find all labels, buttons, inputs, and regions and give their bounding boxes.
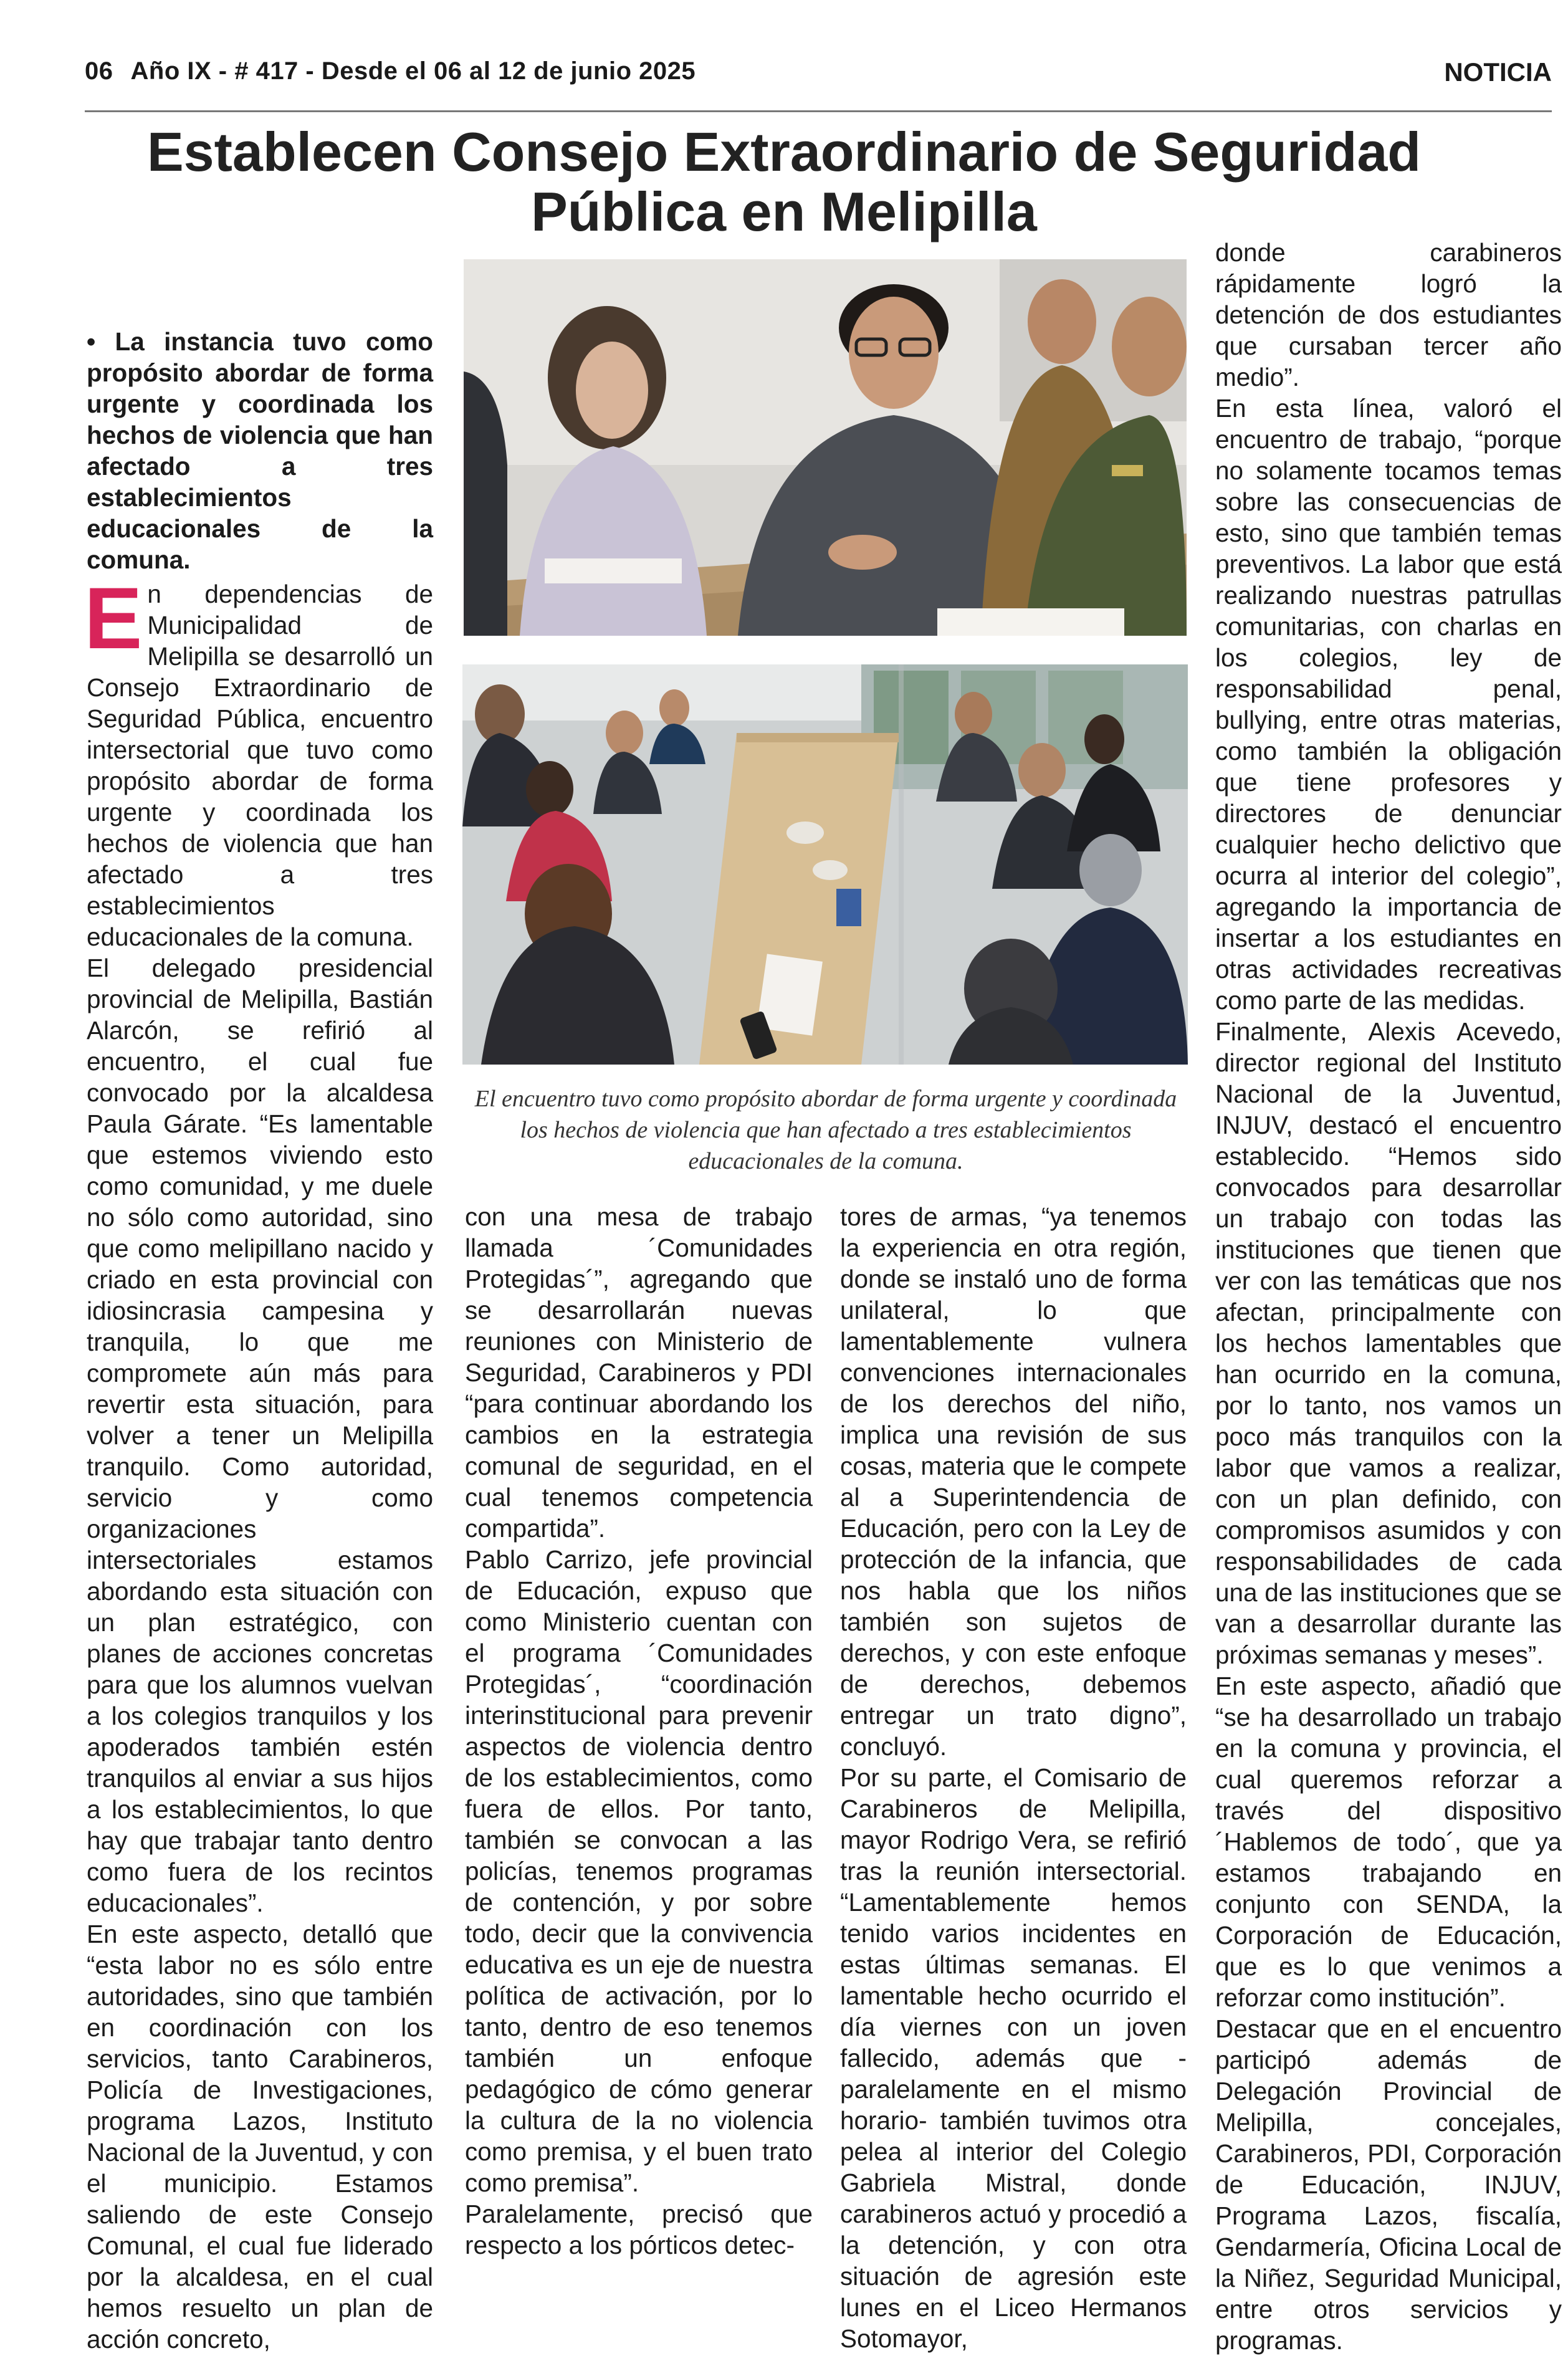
article-title: Establecen Consejo Extraordinario de Seguridad Pública en Melipilla [146,121,1422,242]
paragraph: En este aspecto, añadió que “se ha desarrollado un trabajo en la comuna y provincia, el cual queremos reforzar a través del dispositivo ´Hablemos de todo´, que ya estamos trabajando en conjunto con SENDA, la Corporación de Educación, que es lo que venimos a reforzar como institución”. [1215,1672,1562,2012]
section-label: NOTICIA [1444,57,1552,87]
issue-info: Año IX - # 417 - Desde el 06 al 12 de junio 2025 [130,57,696,85]
paragraph: donde carabineros rápidamente logró la detención de dos estudiantes que cursaban tercer año medio”. [1215,238,1562,391]
header-divider [85,110,1552,112]
article-column-2 [465,1201,813,2261]
paragraph: con una mesa de trabajo llamada ´Comunidades Protegidas´”, agregando que se desarrollarán nuevas reuniones con Ministerio de Seguridad, Carabineros y PDI “para continuar abordando los cambios en la estrategia comunal de seguridad, en el cual tenemos competencia compartida”. [465,1202,813,1543]
photo-caption: El encuentro tuvo como propósito abordar de forma urgente y coordinada los hechos de violencia que han afectado a tres establecimientos educacionales de la comuna. [474,1086,1177,1174]
paragraph: Destacar que en el encuentro participó además de Delegación Provincial de Melipilla, concejales, Carabineros, PDI, Corporación de Educación, INJUV, Programa Lazos, fiscalía, Gendarmería, Oficina Local de la Niñez, Seguridad Municipal, entre otros servicios y programas. [1215,2014,1562,2355]
paragraph: En este aspecto, detalló que “esta labor no es sólo entre autoridades, sino que también en coordinación con los servicios, tanto Carabineros, Policía de Investigaciones, programa Lazos, Instituto Nacional de la Juventud, y con el municipio. Estamos saliendo de este Consejo Comunal, el cual fue liderado por la alcaldesa, en el cual hemos resuelto un plan de acción concreto, [87,1920,433,2354]
paragraph: En dependencias de Municipalidad de Melipilla se desarrolló un Consejo Extraordinario de Seguridad Pública, encuentro intersectorial que tuvo como propósito abordar de forma urgente y coordinada los hechos de violencia que han afectado a tres establecimientos educacionales de la comuna. [84,569,433,951]
paragraph: tores de armas, “ya tenemos la experiencia en otra región, donde se instaló uno de forma unilateral, lo que lamentablemente vulnera convenciones internacionales de los derechos del niño, implica una revisión de sus cosas, materia que le compete al a Superintendencia de Educación, pero con la Ley de protección de la infancia, que nos habla que los niños también son sujetos de derechos, y con este enfoque de derechos, debemos entregar un trato digno”, concluyó. [840,1202,1187,1761]
paragraph: Pablo Carrizo, jefe provincial de Educación, expuso que como Ministerio cuentan con el programa ´Comunidades Protegidas´, “coordinación interinstitucional para prevenir aspectos de violencia dentro de los establecimientos, como fuera de ellos. Por tanto, también se convocan a las policías, tenemos programas de contención, y por sobre todo, decir que la convivencia educativa es un eje de nuestra política de activación, por lo tanto, dentro de eso tenemos también un enfoque pedagógico de cómo generar la cultura de la no violencia como premisa, y el buen trato como premisa”. [465,1545,813,2197]
issue-header [85,57,696,85]
paragraph: En esta línea, valoró el encuentro de trabajo, “porque no solamente tocamos temas sobre las consecuencias de esto, sino que también temas preventivos. La labor que está realizando nuestras patrullas comunitarias, con charlas en los colegios, ley de responsabilidad penal, bullying, entre otras materias, como también la obligación que tiene profesores y directores de denunciar cualquier hecho delictivo que ocurra al interior del colegio”, agregando la importancia de insertar a los estudiantes en otras actividades recreativas como parte de las medidas. [1215,394,1562,1015]
page-number: 06 [85,57,113,85]
article-lead: • La instancia tuvo como propósito abordar de forma urgente y coordinada los hechos de violencia que han afectado a tres establecimientos educacionales de la comuna. [87,327,433,574]
paragraph: Paralelamente, precisó que respecto a los pórticos detec- [465,2200,813,2259]
paragraph: Por su parte, el Comisario de Carabineros de Melipilla, mayor Rodrigo Vera, se refirió tras la reunión intersectorial. “Lamentablemente hemos tenido varios incidentes en estas últimas semanas. El lamentable hecho ocurrido el día viernes con un joven fallecido, además que -paralelamente en el mismo horario- también tuvimos otra pelea al interior del Colegio Gabriela Mistral, donde carabineros actuó y procedió a la detención, y con otra situación de agresión este lunes en el Liceo Hermanos Sotomayor, [840,1763,1187,2353]
paragraph: El delegado presidencial provincial de Melipilla, Bastián Alarcón, se refirió al encuentro, el cual fue convocado por la alcaldesa Paula Gárate. “Es lamentable que estemos viviendo esto como comunidad, y me duele no sólo como autoridad, sino que como melipillano nacido y criado en esta provincial con idiosincrasia campesina y tranquila, lo que me compromete aún más para revertir esta situación, para volver a tener un Melipilla tranquilo. Como autoridad, servicio y como organizaciones intersectoriales estamos abordando esta situación con un plan estratégico, con planes de acciones concretas para que los alumnos vuelvan a los colegios tranquilos y los apoderados también estén tranquilos al enviar a sus hijos a los establecimientos, lo que hay que trabajar tanto dentro como fuera de los recintos educacionales”. [87,954,433,1917]
article-column-3 [840,1201,1187,2354]
photo-officials-closeup [464,259,1187,636]
article-column-4 [1215,237,1562,2356]
photo-meeting-room [462,664,1188,1065]
article-column-1 [84,569,433,2355]
paragraph: Finalmente, Alexis Acevedo, director regional del Instituto Nacional de la Juventud, INJUV, destacó el encuentro establecido. “Hemos sido convocados para desarrollar un trabajo con todas las instituciones que tienen que ver con las temáticas que nos afectan, principalmente con los hechos lamentables que han ocurrido en la comuna, por lo tanto, nos vamos un poco más tranquilos con la labor que vamos a realizar, con un plan definido, con compromisos asumidos y con responsabilidades de cada una de las instituciones que se van a desarrollar durante las próximas semanas y meses”. [1215,1017,1562,1669]
drop-cap: E [84,569,143,667]
